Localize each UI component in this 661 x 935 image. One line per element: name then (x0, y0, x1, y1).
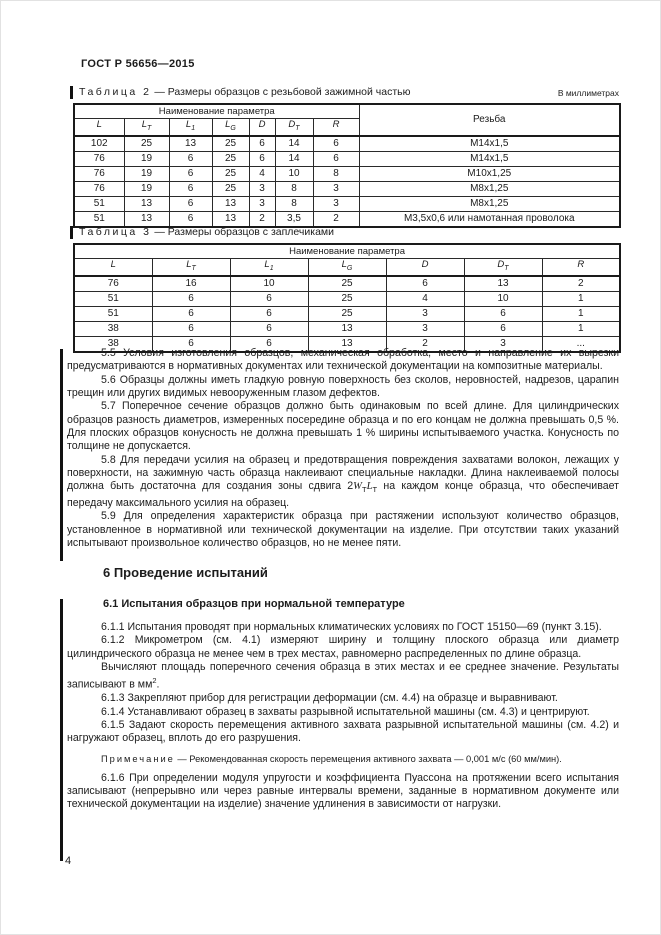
table-cell: 25 (212, 181, 249, 196)
table3-col-D: D (386, 259, 464, 276)
table3-caption (70, 226, 334, 239)
table-cell: 51 (74, 306, 152, 321)
table-cell: 25 (308, 276, 386, 292)
table2-col-LT: $L_Т$ (124, 119, 169, 136)
table-cell: 8 (275, 181, 313, 196)
table2-col-LG: $L_G$ (212, 119, 249, 136)
table-cell: 6 (169, 166, 212, 181)
table2-col-R: R (313, 119, 359, 136)
table-cell: 3 (386, 321, 464, 336)
table3-col-L: L (74, 259, 152, 276)
table-row (74, 136, 620, 152)
paragraph-6-1-5: 6.1.5 Задают скорость перемещения активного захвата разрывной испытательной машины (см. 4.2) и нагружают образец, вплоть до его разрушения. (67, 718, 619, 745)
table-cell: 3 (386, 306, 464, 321)
thread-cell: М14х1,5 (359, 151, 620, 166)
paragraph-6-1-6: 6.1.6 При определении модуля упругости и коэффициента Пуассона на протяжении всего испытания записывают (непрерывно или через равные интервалы времени, заданные в нормативном документе или технической документации на изделие) значение удлинения в зависимости от нагрузки. (67, 771, 619, 811)
table-cell: 102 (74, 136, 124, 152)
table-cell: 51 (74, 196, 124, 211)
table-cell: 13 (308, 321, 386, 336)
table-cell: 10 (230, 276, 308, 292)
table-row (74, 196, 620, 211)
table-cell: 1 (542, 321, 620, 336)
paragraph-6-1-4: 6.1.4 Устанавливают образец в захваты разрывной испытательной машины (см. 4.3) и центрируют. (101, 705, 590, 718)
table-cell: 6 (169, 181, 212, 196)
table-cell: 19 (124, 166, 169, 181)
table2-caption-label: Таблица 2 (79, 86, 152, 98)
table3-col-DT: $D_Т$ (464, 259, 542, 276)
table3-caption-row (67, 226, 619, 239)
table3-col-LG: $L_G$ (308, 259, 386, 276)
table-row (74, 166, 620, 181)
table-cell: 6 (249, 136, 275, 152)
table-cell: 13 (124, 196, 169, 211)
table-cell: 13 (308, 336, 386, 352)
table-cell: 76 (74, 166, 124, 181)
table-cell: 13 (212, 211, 249, 227)
table-cell: 76 (74, 151, 124, 166)
table-row (74, 306, 620, 321)
table-cell: 3 (249, 181, 275, 196)
table-cell: 19 (124, 151, 169, 166)
table3-caption-title: — Размеры образцов с заплечиками (154, 226, 334, 238)
table-cell: 6 (152, 306, 230, 321)
table-cell: 2 (313, 211, 359, 227)
table3-col-R: R (542, 259, 620, 276)
table3-col-L1: $L_1$ (230, 259, 308, 276)
table3-group-header: Наименование параметра (74, 244, 620, 259)
table-cell: 14 (275, 151, 313, 166)
table-cell: 3,5 (275, 211, 313, 227)
table-cell: 6 (249, 151, 275, 166)
table-cell: 6 (230, 306, 308, 321)
table-cell: 3 (313, 196, 359, 211)
table-cell: 6 (152, 291, 230, 306)
table-row (74, 151, 620, 166)
paragraph-6-1-2b: Вычисляют площадь поперечного сечения образца в этих местах и ее среднее значение. Результаты записывают в $мм^2$. (67, 661, 619, 691)
paragraph-6-1-2: 6.1.2 Микрометром (см. 4.1) измеряют ширину и толщину плоского образца или диаметр цилиндрического образца не менее чем в трех местах, равномерно распределенных по длине образца. (67, 634, 619, 660)
table-cell: 13 (212, 196, 249, 211)
table2-col-L1: $L_1$ (169, 119, 212, 136)
paragraph-6-1-3: 6.1.3 Закрепляют прибор для регистрации деформации (см. 4.4) на образце и выравнивают. (101, 692, 558, 705)
table-cell: 25 (308, 306, 386, 321)
table2-thread-header: Резьба (359, 104, 620, 136)
table2-caption (70, 86, 411, 99)
table-row (74, 276, 620, 292)
thread-cell: М3,5х0,6 или намотанная проволока (359, 211, 620, 227)
table-cell: 25 (212, 151, 249, 166)
table-cell: 6 (313, 151, 359, 166)
thread-cell: М8х1,25 (359, 181, 620, 196)
note: Примечание — Рекомендованная скорость перемещения активного захвата — 0,001 м/с (60 мм/мин). (101, 753, 562, 764)
thread-cell: М8х1,25 (359, 196, 620, 211)
paragraph-5-8: 5.8 Для передачи усилия на образец и предотвращения повреждения захватами волокон, лежащих у поверхности, на зажимную часть образца наклеивают специальные накладки. Длина наклеиваемой полосы должна быть достаточна для создания зоны сдвига $2W_ТL_Т$ на каждом конце образца, что обеспечивает передачу максимального усилия на образец. (67, 453, 619, 509)
table-cell: 8 (275, 196, 313, 211)
table-cell: 2 (386, 336, 464, 352)
paragraph-5-7: 5.7 Поперечное сечение образцов должно быть одинаковым по всей длине. Для цилиндрических образцов разность диаметров, измеренных посередине образца и по его концам не должна превышать 0,5 %. Для плоских образцов конусность не должна превышать 1 % ширины испытываемого участка. Конусность по толщине не допускается. (67, 400, 619, 453)
paragraph-5-6: 5.6 Образцы должны иметь гладкую ровную поверхность без сколов, неровностей, надрезов, царапин трещин или других видимых невооруженным глазом дефектов. (67, 373, 619, 400)
table-cell: 4 (386, 291, 464, 306)
table-cell: 6 (169, 151, 212, 166)
table2-col-D: D (249, 119, 275, 136)
table2-caption-row (67, 86, 619, 99)
table-cell: 19 (124, 181, 169, 196)
table-cell: 4 (249, 166, 275, 181)
table-cell: 3 (249, 196, 275, 211)
table-cell: 1 (542, 291, 620, 306)
table-cell: 25 (212, 136, 249, 152)
table-row (74, 291, 620, 306)
table-cell: 6 (230, 321, 308, 336)
change-bar (60, 599, 63, 861)
table-cell: ... (542, 336, 620, 352)
table2-col-L: L (74, 119, 124, 136)
table-cell: 6 (152, 336, 230, 352)
table-cell: 6 (169, 196, 212, 211)
table2-col-DT: $D_Т$ (275, 119, 313, 136)
table3-caption-label: Таблица 3 (79, 226, 152, 238)
table2-caption-title: — Размеры образцов с резьбовой зажимной частью (154, 86, 411, 98)
table-cell: 16 (152, 276, 230, 292)
table-cell: 25 (308, 291, 386, 306)
section-5-text (67, 347, 619, 550)
table-cell: 6 (313, 136, 359, 152)
table-cell: 2 (542, 276, 620, 292)
table-row (74, 321, 620, 336)
table-cell: 51 (74, 291, 152, 306)
table2-specimen-threaded-dimensions (73, 103, 621, 228)
table-cell: 10 (464, 291, 542, 306)
paragraph-5-9: 5.9 Для определения характеристик образца при растяжении используют количество образцов, установленное в нормативной или технической документации на изделие. При отсутствии таких указаний испытывают произвольное количество образцов, но не менее пяти. (67, 510, 619, 549)
paragraph-6-1-1: 6.1.1 Испытания проводят при нормальных климатических условиях по ГОСТ 15150—69 (пункт 3.15). (101, 621, 602, 633)
table2-group-header: Наименование параметра (74, 104, 359, 119)
table-cell: 13 (124, 211, 169, 227)
table-cell: 6 (464, 321, 542, 336)
table-cell: 2 (249, 211, 275, 227)
table-row (74, 211, 620, 227)
paragraph-5-5: 5.5 Условия изготовления образцов, механическая обработка, место и направление их вырезки предусматриваются в нормативных документах или технической документации на композитные материалы. (67, 347, 619, 373)
table-cell: 25 (124, 136, 169, 152)
table-cell: 8 (313, 166, 359, 181)
table-cell: 6 (169, 211, 212, 227)
table3-specimen-shoulder-dimensions (73, 243, 621, 353)
table-cell: 3 (313, 181, 359, 196)
table-cell: 14 (275, 136, 313, 152)
standard-code: ГОСТ Р 56656—2015 (81, 58, 195, 70)
table-cell: 1 (542, 306, 620, 321)
table3-col-LT: $L_Т$ (152, 259, 230, 276)
thread-cell: М10х1,25 (359, 166, 620, 181)
table-cell: 38 (74, 336, 152, 352)
section-6-text (67, 621, 619, 812)
table2-units-note: В миллиметрах (557, 88, 619, 98)
table-cell: 6 (152, 321, 230, 336)
page-number: 4 (65, 855, 72, 867)
table-cell: 6 (230, 336, 308, 352)
table-cell: 13 (464, 276, 542, 292)
table-cell: 10 (275, 166, 313, 181)
table-row (74, 181, 620, 196)
table-cell: 76 (74, 181, 124, 196)
table-cell: 6 (386, 276, 464, 292)
thread-cell: М14х1,5 (359, 136, 620, 152)
table-cell: 6 (464, 306, 542, 321)
table-cell: 76 (74, 276, 152, 292)
table-cell: 13 (169, 136, 212, 152)
change-bar (60, 349, 63, 561)
section-6-1-heading: 6.1 Испытания образцов при нормальной температуре (103, 598, 405, 610)
table-cell: 51 (74, 211, 124, 227)
section-6-heading: 6 Проведение испытаний (103, 565, 268, 580)
table-cell: 6 (230, 291, 308, 306)
table-cell: 25 (212, 166, 249, 181)
table-cell: 38 (74, 321, 152, 336)
table-cell: 3 (464, 336, 542, 352)
